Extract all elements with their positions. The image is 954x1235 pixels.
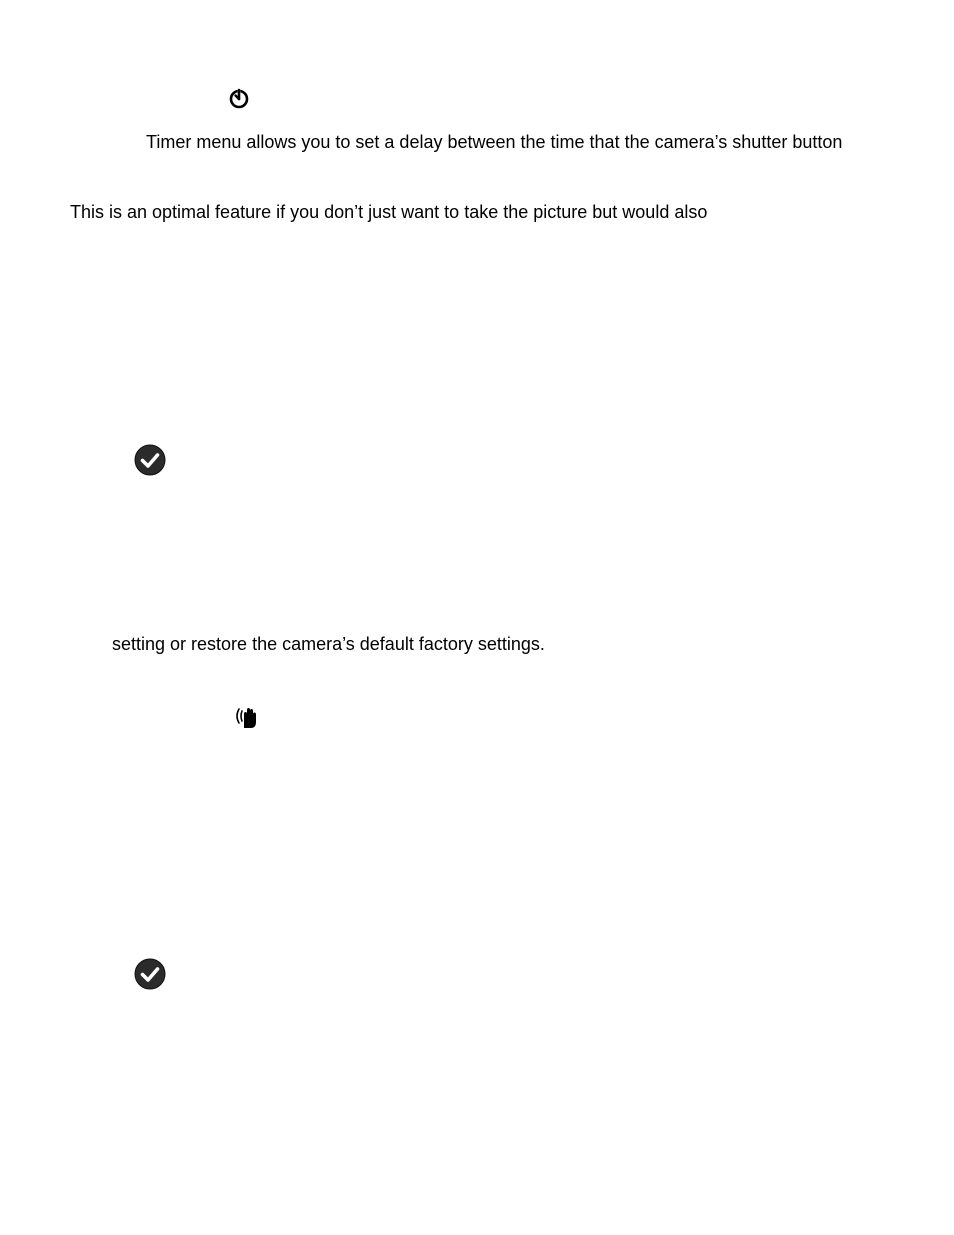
- self-timer-icon: [228, 87, 250, 109]
- self-timer-feature-text: This is an optimal feature if you don’t just want to take the picture but would also: [70, 202, 708, 222]
- reset-settings-text: setting or restore the camera’s default factory settings.: [112, 634, 545, 654]
- checkmark-circle-icon: [134, 444, 166, 476]
- anti-shake-hand-icon: [234, 706, 260, 730]
- checkmark-circle-icon: [134, 958, 166, 990]
- self-timer-intro-text: Timer menu allows you to set a delay between the time that the camera’s shutter button: [146, 132, 843, 152]
